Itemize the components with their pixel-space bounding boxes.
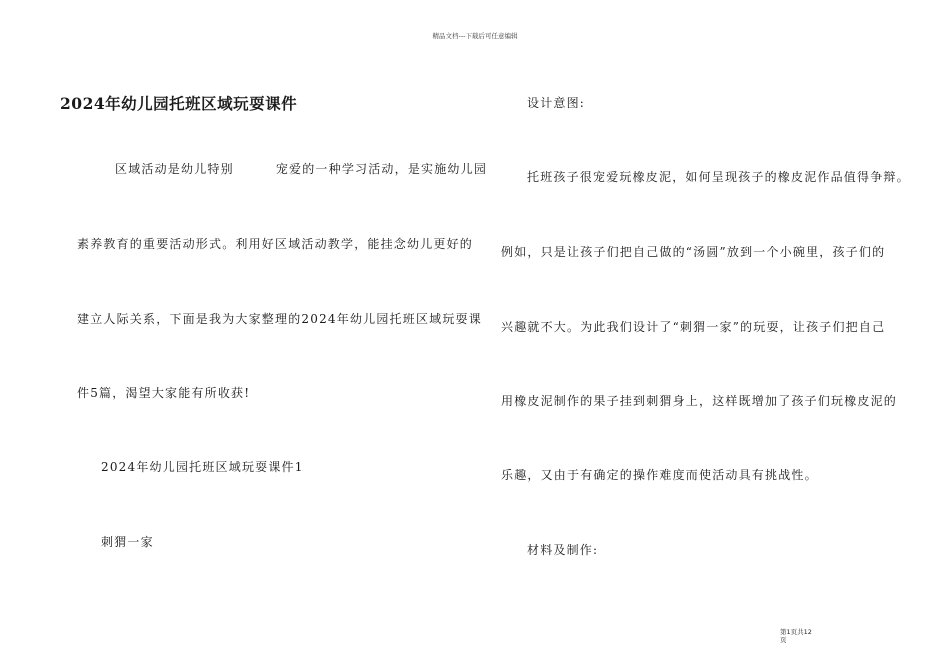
page-number-line-2: 页 <box>780 636 787 644</box>
design-intent-label: 设计意图: <box>527 96 586 110</box>
section-heading: 2024年幼儿园托班区域玩耍课件1 <box>101 460 304 474</box>
materials-label: 材料及制作: <box>527 543 599 557</box>
intro-line-1 <box>115 160 487 177</box>
design-para-line-2: 例如，只是让孩子们把自己做的“汤圆”放到一个小碗里，孩子们的 <box>501 245 886 259</box>
intro-line-3: 建立人际关系，下面是我为大家整理的2024年幼儿园托班区域玩耍课 <box>77 312 482 326</box>
document-title: 2024年幼儿园托班区域玩耍课件 <box>60 94 298 113</box>
design-para-line-5: 乐趣，又由于有确定的操作难度而使活动具有挑战性。 <box>501 468 818 482</box>
intro-line-1-part-a: 区域活动是幼儿特别 <box>115 162 234 176</box>
design-para-line-1: 托班孩子很宠爱玩橡皮泥，如何呈现孩子的橡皮泥作品值得争辩。 <box>527 170 910 184</box>
header-note: 精品文档---下载后可任意编辑 <box>432 32 518 40</box>
page-number-line-1: 第1页共12 <box>780 628 812 636</box>
design-para-line-4: 用橡皮泥制作的果子挂到刺猬身上，这样既增加了孩子们玩橡皮泥的 <box>501 394 898 408</box>
intro-line-1-part-b: 宠爱的一种学习活动，是实施幼儿园 <box>275 162 488 176</box>
page-number <box>780 628 832 644</box>
intro-line-2: 素养教育的重要活动形式。利用好区域活动教学，能挂念幼儿更好的 <box>77 237 474 251</box>
intro-line-4: 件5篇，渴望大家能有所收获! <box>77 386 251 400</box>
activity-name: 刺猬一家 <box>101 535 154 549</box>
design-para-line-3: 兴趣就不大。为此我们设计了“刺猬一家”的玩耍，让孩子们把自己 <box>501 320 886 334</box>
